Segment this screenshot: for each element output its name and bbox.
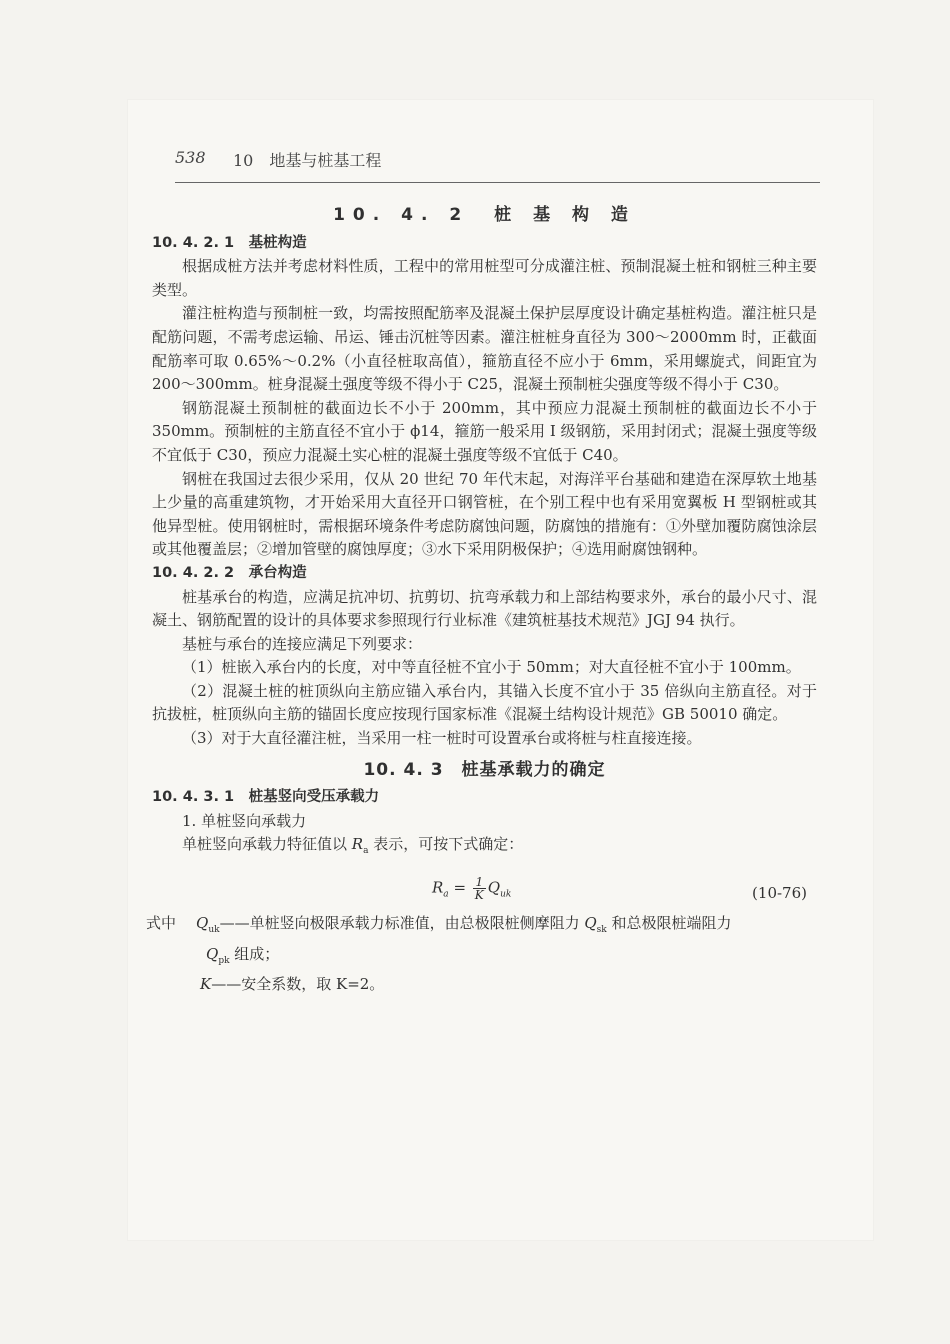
page-number: 538 (175, 148, 206, 167)
paragraph: 灌注桩构造与预制桩一致，均需按照配筋率及混凝土保护层厚度设计确定基桩构造。灌注桩只是配筋问题，不需考虑运输、吊运、锤击沉桩等因素。灌注桩桩身直径为 300～2000mm 时，正截面配筋率可取 0.65%～0.2%（小直径桩取高值），箍筋直径不应小于 6mm，采用螺旋式，间距宜为 200～300mm。桩身混凝土强度等级不得小于 C25，混凝土预制桩尖强度等级不得小于 C30。 (152, 304, 817, 394)
chapter-title: 10 地基与桩基工程 (233, 151, 382, 170)
definition-qk: $Q_{uk}——$单桩竖向极限承载力标准值，由总极限桩侧摩阻力 $Q_{sk}$ 和总极限桩端阻力 (196, 914, 732, 936)
where-label: 式中 (146, 914, 177, 933)
formula-intro: 单桩竖向承载力特征值以 $R_a$ 表示，可按下式确定： (182, 835, 524, 857)
subsection-10-4-3-1-heading: 10. 4. 3. 1 桩基竖向受压承载力 (152, 789, 380, 806)
subsection-10-4-2-2-heading: 10. 4. 2. 2 承台构造 (152, 564, 307, 581)
paragraph: 桩基承台的构造，应满足抗冲切、抗剪切、抗弯承载力和上部结构要求外，承台的最小尺寸、混凝土、钢筋配置的设计的具体要求参照现行行业标准《建筑桩基技术规范》JGJ 94 执行。 (152, 587, 817, 630)
definition-qk-cont: $Q_{pk}$ 组成； (206, 944, 280, 966)
list-item: （1）桩嵌入承台内的长度，对中等直径桩不宜小于 50mm；对大直径桩不宜小于 100mm。 (182, 658, 801, 677)
definition-k: K——安全系数，取 K=2。 (200, 975, 385, 994)
paragraph: 基桩与承台的连接应满足下列要求： (182, 634, 423, 653)
header-rule (175, 182, 820, 183)
fraction: $\frac{1}{K}$ (474, 875, 484, 903)
numbered-heading: 1. 单桩竖向承载力 (182, 811, 307, 830)
section-10-4-2-title: 10. 4. 2 桩 基 构 造 (333, 205, 636, 225)
running-header (175, 148, 820, 182)
subsection-10-4-2-1-heading: 10. 4. 2. 1 基桩构造 (152, 234, 307, 251)
symbol-definitions (146, 912, 817, 997)
paragraph: 钢筋混凝土预制桩的截面边长不小于 200mm，其中预应力混凝土预制桩的截面边长不小于 350mm。预制桩的主筋直径不宜小于 ϕ14，箍筋一般采用 I 级钢筋，采用封闭式；混凝土强度等级不宜低于 C30，预应力混凝土实心桩的混凝土强度等级不宜低于 C40。 (152, 398, 817, 464)
section-10-4-3-title: 10. 4. 3 桩基承载力的确定 (363, 759, 606, 780)
paragraph: 钢桩在我国过去很少采用，仅从 20 世纪 70 年代末起，对海洋平台基础和建造在深厚软土地基上少量的高重建筑物，才开始采用大直径开口钢管桩，在个别工程中也有采用宽翼板 H 型钢桩或其他异型桩。使用钢桩时，需根据环境条件考虑防腐蚀问题，防腐蚀的措施有：①外壁加覆防腐蚀涂层或其他覆盖层；②增加管壁的腐蚀厚度；③水下采用阴极保护；④选用耐腐蚀钢种。 (152, 469, 817, 559)
page-body (146, 204, 817, 997)
formula-number: (10-76) (752, 884, 807, 903)
list-item: （2）混凝土桩的桩顶纵向主筋应锚入承台内，其锚入长度不宜小于 35 倍纵向主筋直径。对于抗拔桩，桩顶纵向主筋的锚固长度应按现行国家标准《混凝土结构设计规范》GB 50010 确定。 (152, 681, 817, 724)
list-item: （3）对于大直径灌注桩，当采用一柱一桩时可设置承台或将桩与柱直接连接。 (182, 729, 702, 748)
paragraph: 根据成桩方法并考虑材料性质，工程中的常用桩型可分成灌注桩、预制混凝土桩和钢桩三种主要类型。 (152, 257, 817, 299)
formula-expression: $R_a$ = $\frac{1}{K}$ $Q_{uk}$ (432, 875, 512, 903)
formula-10-76 (152, 870, 817, 910)
